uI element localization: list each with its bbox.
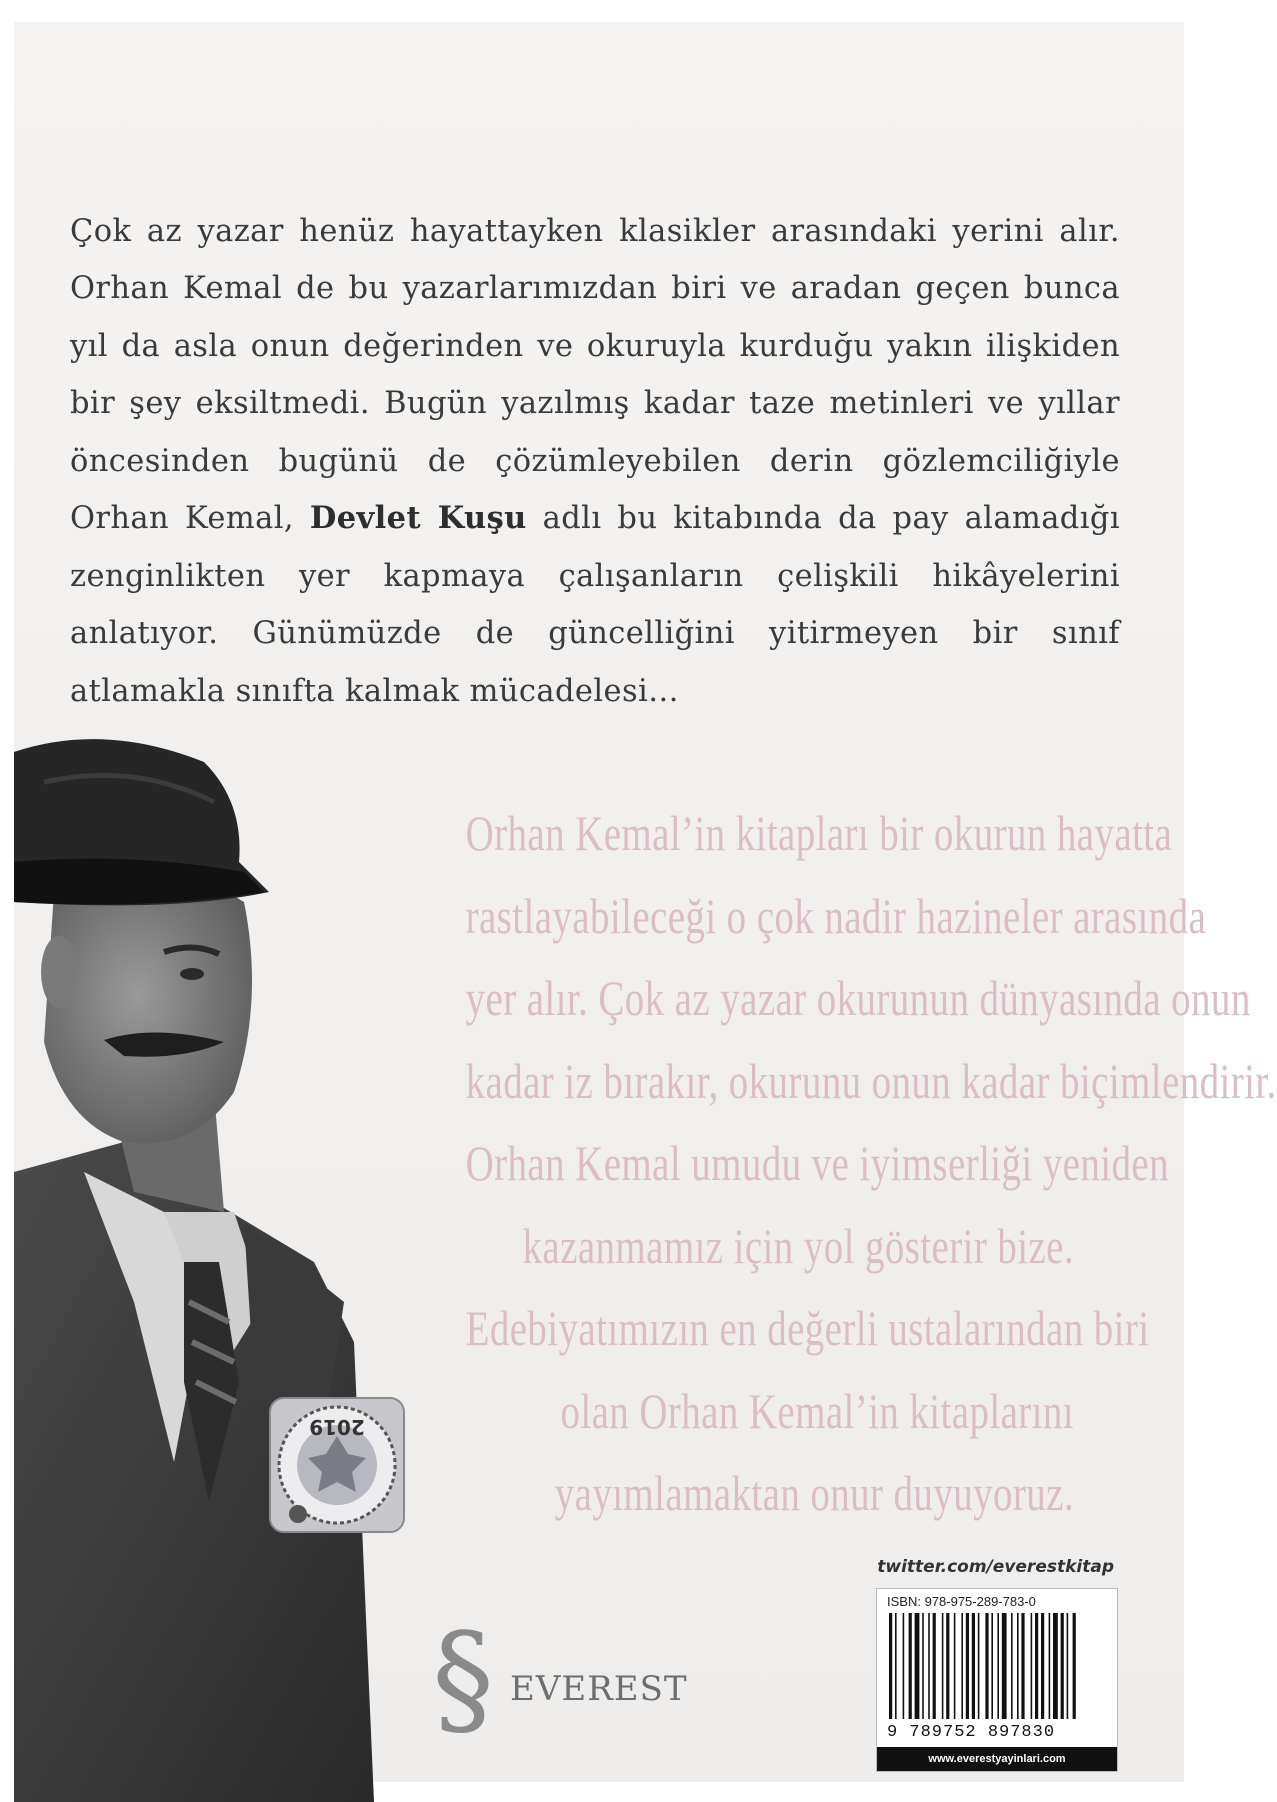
- blurb-intro: Çok az yazar henüz hayattayken klasikler arasındaki yerini alır. Orhan Kemal de bu yazarlarımızdan biri ve aradan geçen bunca yıl da asla onun değerinden ve okuruyla kurduğu yakın ilişkiden bir şey eksiltmedi. Bugün yazılmış kadar taze metinleri ve yıllar öncesinden bugünü de çözümleyebilen derin gözlemciliğiyle Orhan Kemal,: [70, 213, 1120, 536]
- book-title: Devlet Kuşu: [309, 500, 527, 536]
- publisher-website: www.everestyayinlari.com: [877, 1747, 1117, 1771]
- barcode-number: 9 789752 897830: [887, 1723, 1056, 1742]
- quote-line: yer alır. Çok az yazar okurunun dünyasında onun: [465, 970, 1251, 1026]
- book-back-cover: [14, 22, 1277, 1782]
- section-mark-icon: §: [432, 1607, 494, 1751]
- quote-line: yayımlamaktan onur duyuyoruz.: [554, 1465, 1074, 1521]
- blurb-paragraph: [70, 203, 1120, 721]
- quote-line: kazanmamız için yol gösterir bize.: [522, 1217, 1074, 1274]
- quote-line: olan Orhan Kemal’in kitaplarını: [560, 1382, 1074, 1439]
- isbn-label: ISBN: 978-975-289-783-0: [887, 1594, 1036, 1609]
- barcode-bars: [889, 1613, 1105, 1723]
- quote-line: kadar iz bırakır, okurunu onun kadar biçimlendirir.: [465, 1052, 1277, 1109]
- author-portrait: [14, 742, 374, 1802]
- quote-line: rastlayabileceği o çok nadir hazineler arasında: [465, 887, 1207, 944]
- quote-line: Orhan Kemal’in kitapları bir okurun hayatta: [465, 805, 1173, 861]
- barcode-panel: [876, 1588, 1118, 1772]
- sticker-year: 2019: [309, 1415, 365, 1439]
- blurb-outro: adlı bu kitabında da pay alamadığı zenginlikten yer kapmaya çalışanların çelişkili hikâyelerini anlatıyor. Günümüzde de güncelliğini yitirmeyen bir sınıf atlamakla sınıfta kalmak mücadelesi…: [70, 501, 1120, 709]
- publisher-quote: [465, 792, 1277, 1535]
- publisher-logo: [432, 1607, 692, 1751]
- quote-line: Edebiyatımızın en değerli ustalarından biri: [465, 1300, 1150, 1356]
- twitter-handle: twitter.com/everestkitap: [877, 1557, 1114, 1577]
- publisher-name: EVEREST: [510, 1669, 688, 1709]
- quote-line: Orhan Kemal umudu ve iyimserliği yeniden: [465, 1135, 1169, 1191]
- hologram-sticker: [268, 1396, 406, 1534]
